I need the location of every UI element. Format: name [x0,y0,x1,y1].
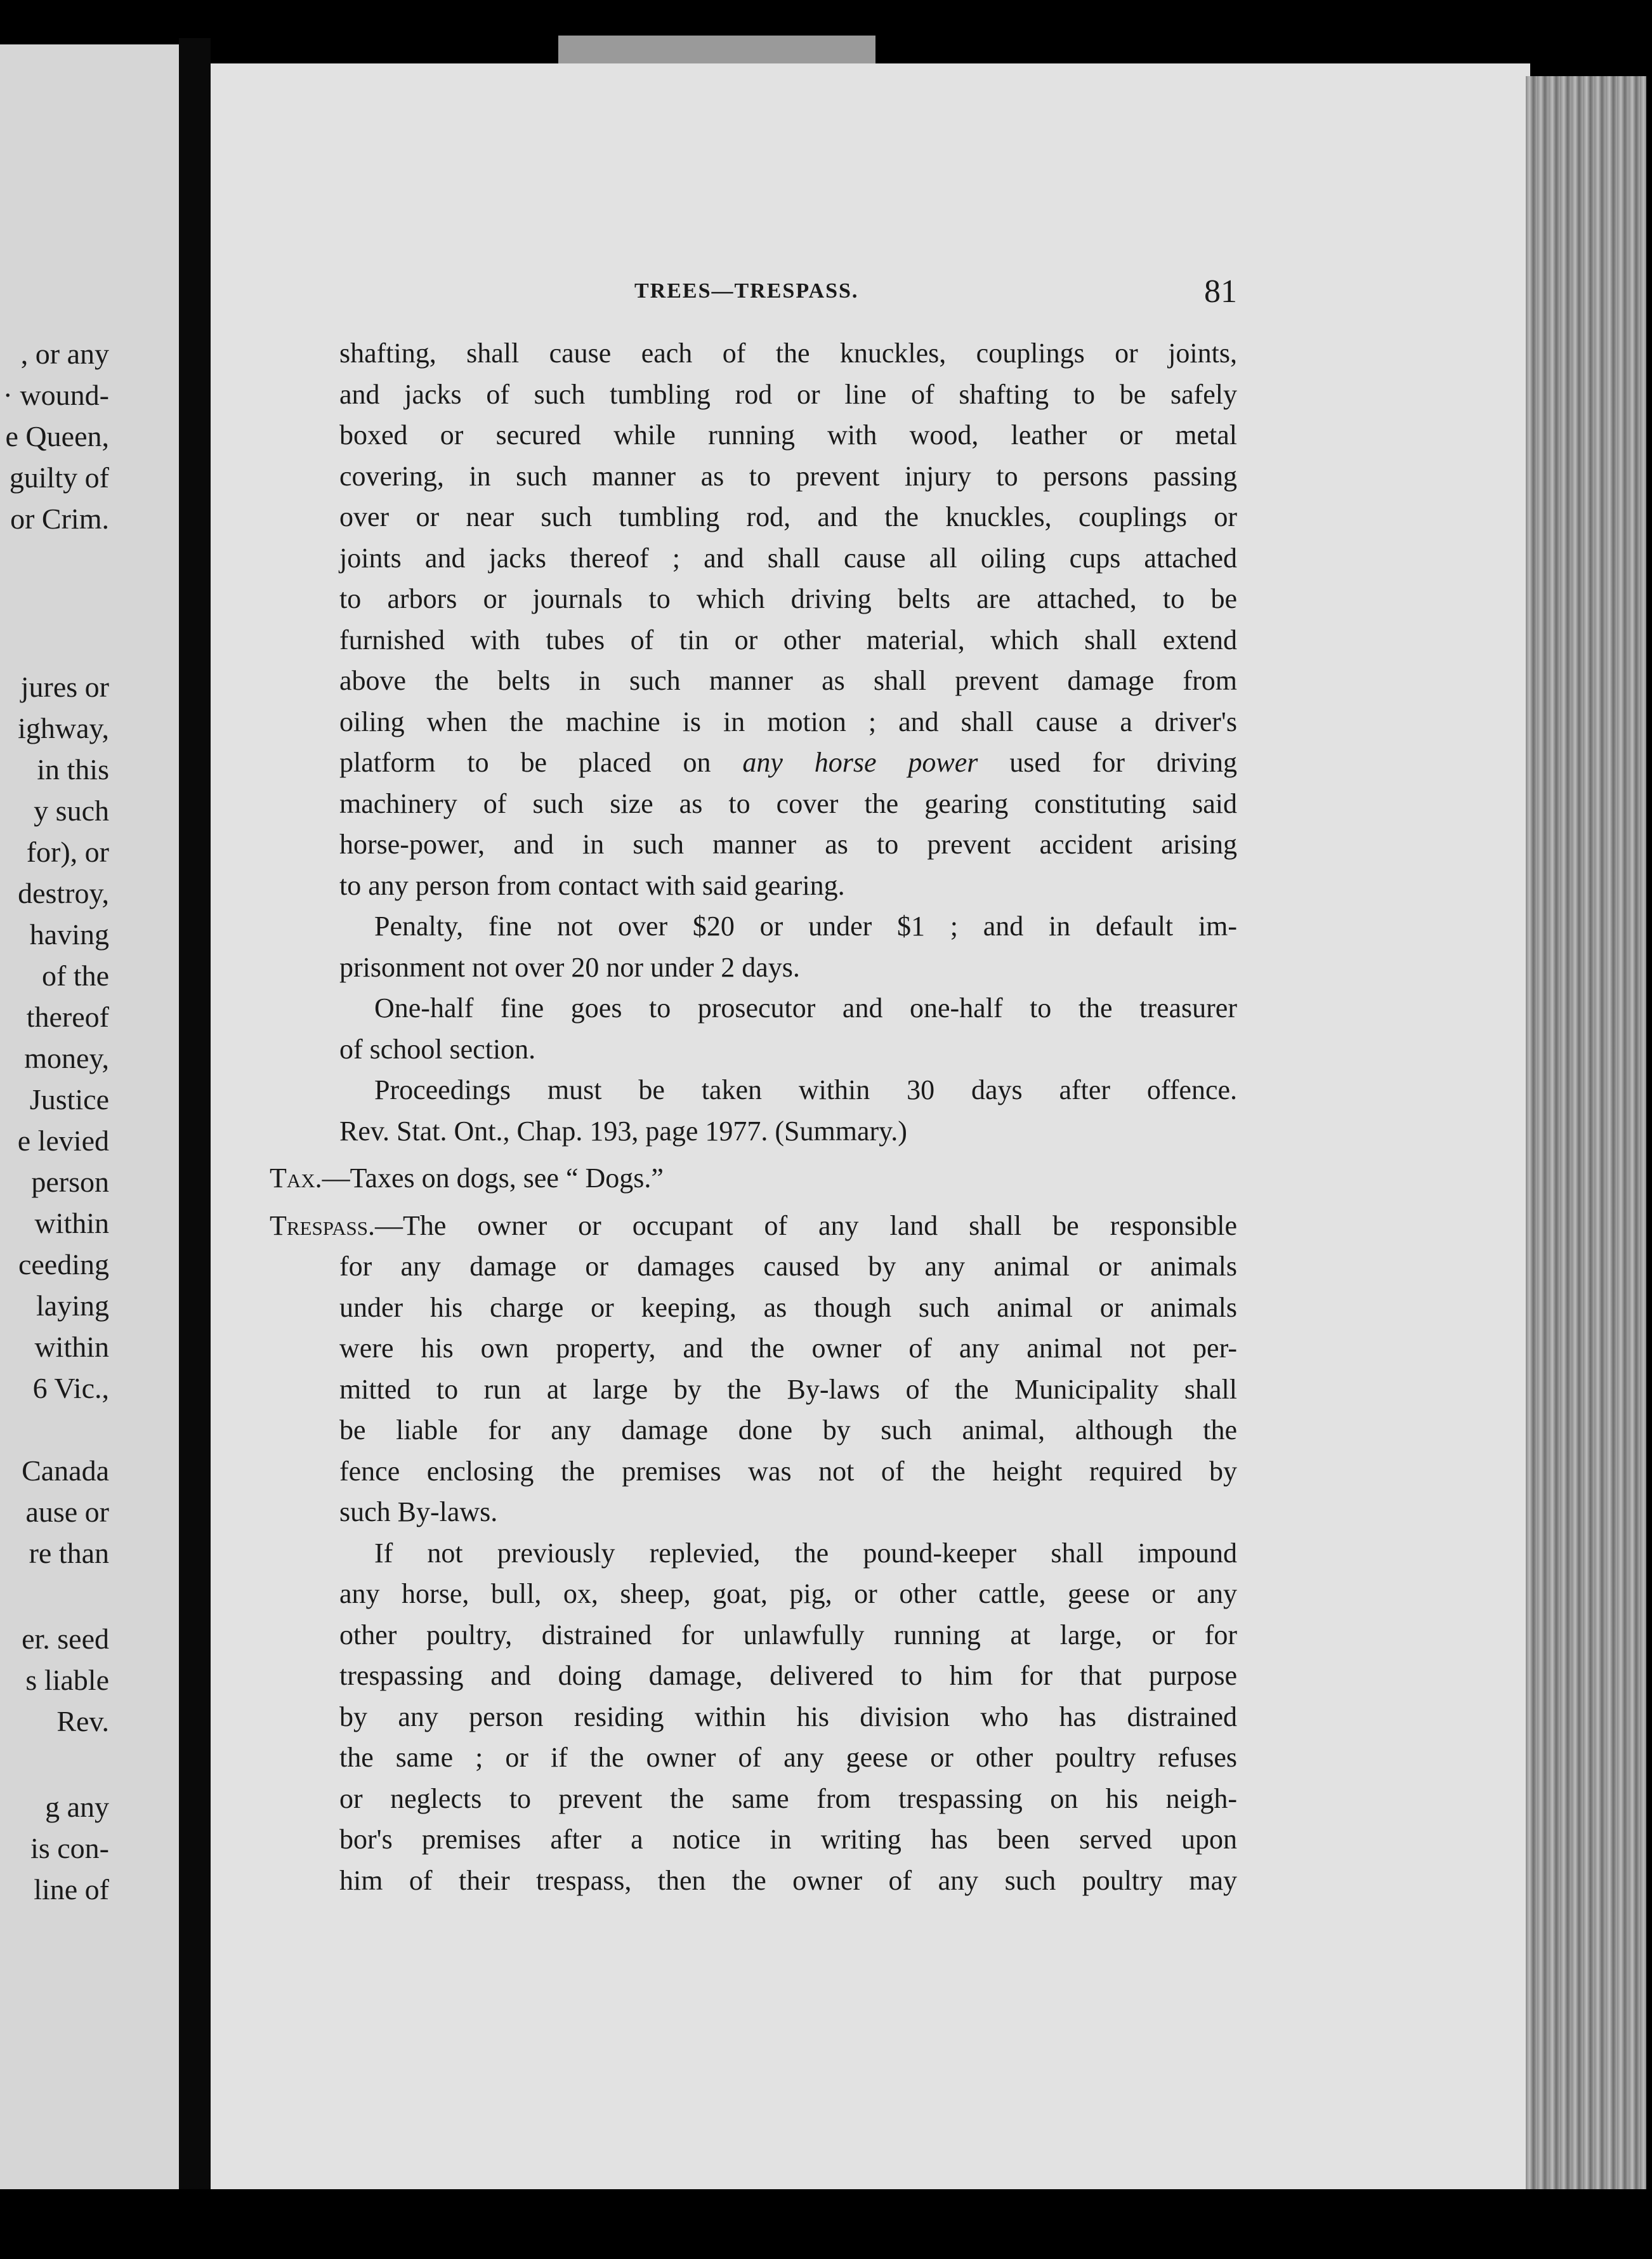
left-page-line: ighway, [18,712,109,744]
text-line: prisonment not over 20 nor under 2 days. [339,951,800,983]
left-page-line: Canada [22,1454,109,1487]
left-page-line: line of [34,1873,109,1906]
text-line: be liable for any damage done by such animal, although the [339,1414,1237,1446]
left-page-line: · wound- [3,379,109,411]
entry-heading: Tax. [270,1162,322,1194]
left-page-line: ceeding [18,1248,109,1281]
text-line: for any damage or damages caused by any animal or animals [339,1251,1237,1282]
left-page-line: , or any [20,338,109,370]
left-page-line: thereof [26,1001,109,1033]
left-page-line: jures or [20,671,109,703]
text-line: of school section. [339,1033,536,1065]
text-line: by any person residing within his division who has distrained [339,1701,1237,1732]
text-line [270,1206,1237,1247]
left-page-line: destroy, [18,877,109,909]
left-page-line: within [34,1207,109,1239]
text-line [339,742,1237,784]
left-page-line: e Queen, [5,420,109,452]
left-page-line: y such [34,794,109,827]
text-line: horse-power, and in such manner as to prevent accident arising [339,829,1237,860]
paragraph-proceedings [339,1070,1237,1152]
text-line: under his charge or keeping, as though such animal or animals [339,1291,1237,1323]
text-fragment: used for driving [978,747,1237,778]
text-line: him of their trespass, then the owner of any such poultry may [339,1864,1237,1896]
left-page-line: Justice [29,1083,109,1116]
text-line: Penalty, fine not over $20 or under $1 ; and in default im- [374,911,1237,942]
left-page-line: of the [41,959,109,992]
page-edges [1526,76,1646,2189]
text-line: to any person from contact with said gearing. [339,869,845,901]
text-line: One-half fine goes to prosecutor and one-half to the treasurer [374,992,1237,1024]
left-page-line: having [29,918,109,951]
running-head [422,273,1237,311]
book-gutter [179,38,211,2234]
left-page-line: money, [24,1042,109,1074]
text-line: and jacks of such tumbling rod or line of shafting to be safely [339,378,1237,410]
left-page-line: g any [45,1791,109,1823]
left-page-line: s liable [25,1664,109,1696]
page-number: 81 [1204,273,1237,310]
text-line: or neglects to prevent the same from trespassing on his neigh- [339,1782,1237,1814]
text-line: such By-laws. [339,1496,498,1527]
left-page-line: or Crim. [10,503,109,535]
left-page-line: within [34,1331,109,1363]
entry-tax [270,1158,1237,1199]
entry-heading: Trespass. [270,1209,375,1241]
text-line: oiling when the machine is in motion ; and shall cause a driver's [339,706,1237,737]
entry-trespass [270,1206,1237,1533]
text-fragment: —Taxes on dogs, see “ Dogs.” [322,1162,664,1194]
text-line: Rev. Stat. Ont., Chap. 193, page 1977. (Summary.) [339,1115,907,1147]
left-page-line: guilty of [9,461,109,494]
text-line: the same ; or if the owner of any geese or other poultry refuses [339,1742,1237,1773]
left-page-line: e levied [17,1124,109,1157]
text-line: furnished with tubes of tin or other material, which shall extend [339,624,1237,655]
text-line: covering, in such manner as to prevent injury to persons passing [339,460,1237,492]
left-page-line: re than [29,1537,109,1569]
text-line: boxed or secured while running with wood, leather or metal [339,419,1237,451]
text-line [270,1158,1237,1199]
text-line: over or near such tumbling rod, and the knuckles, couplings or [339,501,1237,532]
body-text [270,333,1237,1901]
text-fragment: —The owner or occupant of any land shall be responsible [375,1209,1237,1241]
text-line: bor's premises after a notice in writing has been served upon [339,1824,1237,1855]
paragraph-shafting [339,333,1237,906]
text-line: trespassing and doing damage, delivered to him for that purpose [339,1660,1237,1691]
left-page-line: er. seed [22,1623,109,1655]
paragraph-half-fine [339,988,1237,1070]
left-page-line: 6 Vic., [32,1372,109,1404]
left-page-line: Rev. [56,1705,109,1737]
left-page-line: person [31,1166,109,1198]
text-line: above the belts in such manner as shall prevent damage from [339,665,1237,696]
text-line: mitted to run at large by the By-laws of the Municipality shall [339,1373,1237,1405]
text-fragment: platform to be placed on [339,747,743,778]
left-page-line: laying [36,1289,109,1322]
left-page-line: for), or [26,836,109,868]
text-line: If not previously replevied, the pound-keeper shall impound [374,1537,1237,1569]
scan-tab [558,36,875,65]
text-line: fence enclosing the premises was not of the height required by [339,1455,1237,1487]
left-facing-page [0,44,179,2227]
paragraph-penalty [339,906,1237,988]
scan-border [0,2189,1652,2259]
text-line: shafting, shall cause each of the knuckles, couplings or joints, [339,338,1237,369]
text-line: any horse, bull, ox, sheep, goat, pig, or other cattle, geese or any [339,1578,1237,1609]
text-line: machinery of such size as to cover the gearing constituting said [339,787,1237,819]
text-line: joints and jacks thereof ; and shall cause all oiling cups attached [339,542,1237,574]
italic-phrase: any horse power [742,747,978,778]
text-line: Proceedings must be taken within 30 days after offence. [374,1074,1237,1105]
text-line: other poultry, distrained for unlawfully running at large, or for [339,1619,1237,1650]
left-page-line: ause or [25,1496,109,1528]
text-line: were his own property, and the owner of any animal not per- [339,1333,1237,1364]
left-page-line: in this [37,753,109,786]
left-page-line: is con- [30,1832,109,1864]
text-line: to arbors or journals to which driving belts are attached, to be [339,583,1237,614]
paragraph-impound [339,1533,1237,1902]
running-title: TREES—TRESPASS. [634,279,859,303]
